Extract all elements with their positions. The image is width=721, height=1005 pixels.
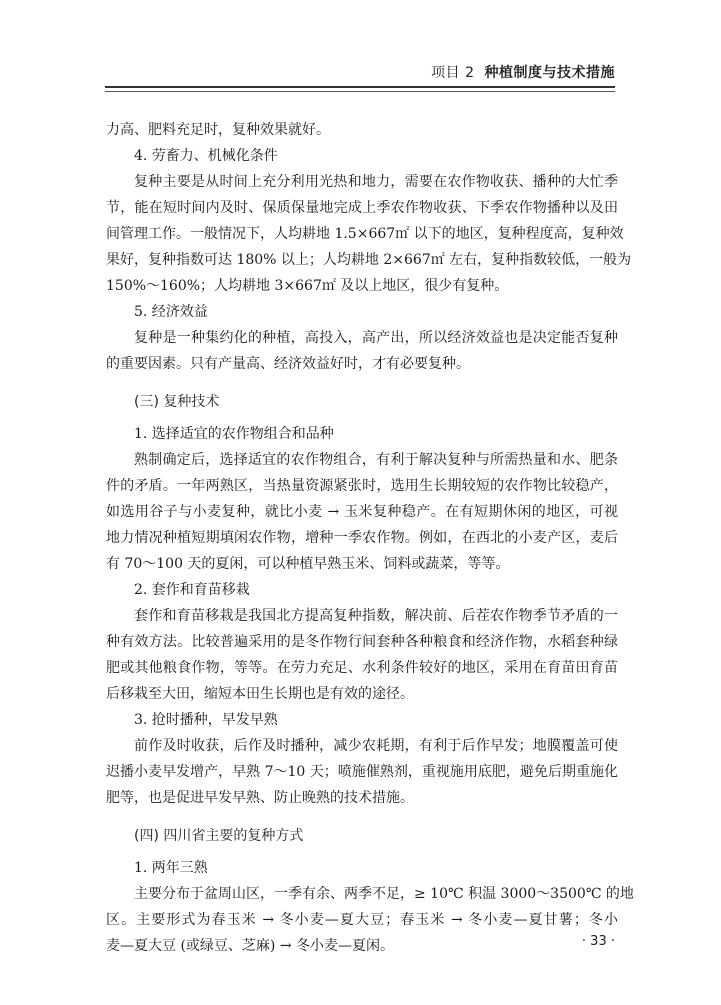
section-heading: (四) 四川省主要的复种方式 bbox=[134, 828, 304, 844]
header-chapter-title: 种植制度与技术措施 bbox=[484, 65, 615, 81]
paragraph-line: 后移栽至大田，缩短本田生长期也是有效的途径。 bbox=[106, 686, 414, 702]
numbered-heading: 2. 套作和育苗移栽 bbox=[134, 582, 250, 598]
paragraph-line: 熟制确定后，选择适宜的农作物组合，有利于解决复种与所需热量和水、肥条 bbox=[134, 452, 618, 468]
paragraph-line: 如选用谷子与小麦复种，就比小麦 → 玉米复种稳产。在有短期休闲的地区，可视 bbox=[106, 504, 618, 520]
header-rule-thick bbox=[105, 86, 615, 88]
paragraph-line: 件的矛盾。一年两熟区，当热量资源紧张时，选用生长期较短的农作物比较稳产， bbox=[106, 478, 618, 494]
paragraph-line: 主要分布于盆周山区，一季有余、两季不足，≥ 10℃ 积温 3000～3500℃ 的地 bbox=[134, 886, 634, 902]
paragraph-line: 复种主要是从时间上充分利用光热和地力，需要在农作物收获、播种的大忙季 bbox=[134, 174, 618, 190]
section-heading: (三) 复种技术 bbox=[134, 394, 220, 410]
page-body bbox=[106, 117, 634, 959]
paragraph-line: 节，能在短时间内及时、保质保量地完成上季农作物收获、下季农作物播种以及田 bbox=[106, 200, 618, 216]
page-number: · 33 · bbox=[581, 934, 615, 949]
paragraph-line: 有 70～100 天的夏闲，可以种植早熟玉米、饲料或蔬菜，等等。 bbox=[106, 556, 510, 572]
paragraph-line: 套作和育苗移栽是我国北方提高复种指数，解决前、后茬农作物季节矛盾的一 bbox=[134, 608, 618, 624]
numbered-heading: 4. 劳畜力、机械化条件 bbox=[134, 148, 278, 164]
paragraph-line: 间管理工作。一般情况下，人均耕地 1.5×667㎡ 以下的地区，复种程度高，复种效 bbox=[106, 226, 624, 242]
paragraph-line: 前作及时收获，后作及时播种，减少农耗期，有利于后作早发；地膜覆盖可使 bbox=[134, 738, 618, 754]
numbered-heading: 1. 两年三熟 bbox=[134, 860, 208, 876]
header-project-number: 项目 2 bbox=[431, 65, 475, 81]
paragraph-line: 肥等，也是促进早发早熟、防止晚熟的技术措施。 bbox=[106, 790, 414, 806]
text-line: 力高、肥料充足时，复种效果就好。 bbox=[106, 122, 330, 138]
paragraph-line: 迟播小麦早发增产，早熟 7～10 天；喷施催熟剂，重视施用底肥，避免后期重施化 bbox=[106, 764, 618, 780]
paragraph-line: 的重要因素。只有产量高、经济效益好时，才有必要复种。 bbox=[106, 356, 470, 372]
paragraph-line: 区。主要形式为春玉米 → 冬小麦—夏大豆；春玉米 → 冬小麦—夏甘薯；冬小 bbox=[106, 912, 618, 928]
numbered-heading: 1. 选择适宜的农作物组合和品种 bbox=[134, 426, 334, 442]
paragraph-line: 肥或其他粮食作物，等等。在劳力充足、水利条件较好的地区，采用在育苗田育苗 bbox=[106, 660, 618, 676]
header-rule-thin bbox=[105, 91, 615, 92]
paragraph-line: 地力情况种植短期填闲农作物，增种一季农作物。例如，在西北的小麦产区，麦后 bbox=[106, 530, 618, 546]
paragraph-line: 果好，复种指数可达 180% 以上；人均耕地 2×667㎡ 左右，复种指数较低，一般为 bbox=[106, 252, 632, 268]
paragraph-line: 150%～160%；人均耕地 3×667㎡ 及以上地区，很少有复种。 bbox=[106, 278, 509, 294]
paragraph-line: 种有效方法。比较普遍采用的是冬作物行间套种各种粮食和经济作物，水稻套种绿 bbox=[106, 634, 618, 650]
paragraph-line: 麦—夏大豆 (或绿豆、芝麻) → 冬小麦—夏闲。 bbox=[106, 938, 395, 954]
numbered-heading: 3. 抢时播种，早发早熟 bbox=[134, 712, 278, 728]
paragraph-line: 复种是一种集约化的种植，高投入，高产出，所以经济效益也是决定能否复种 bbox=[134, 330, 618, 346]
running-header bbox=[105, 62, 615, 82]
numbered-heading: 5. 经济效益 bbox=[134, 304, 208, 320]
